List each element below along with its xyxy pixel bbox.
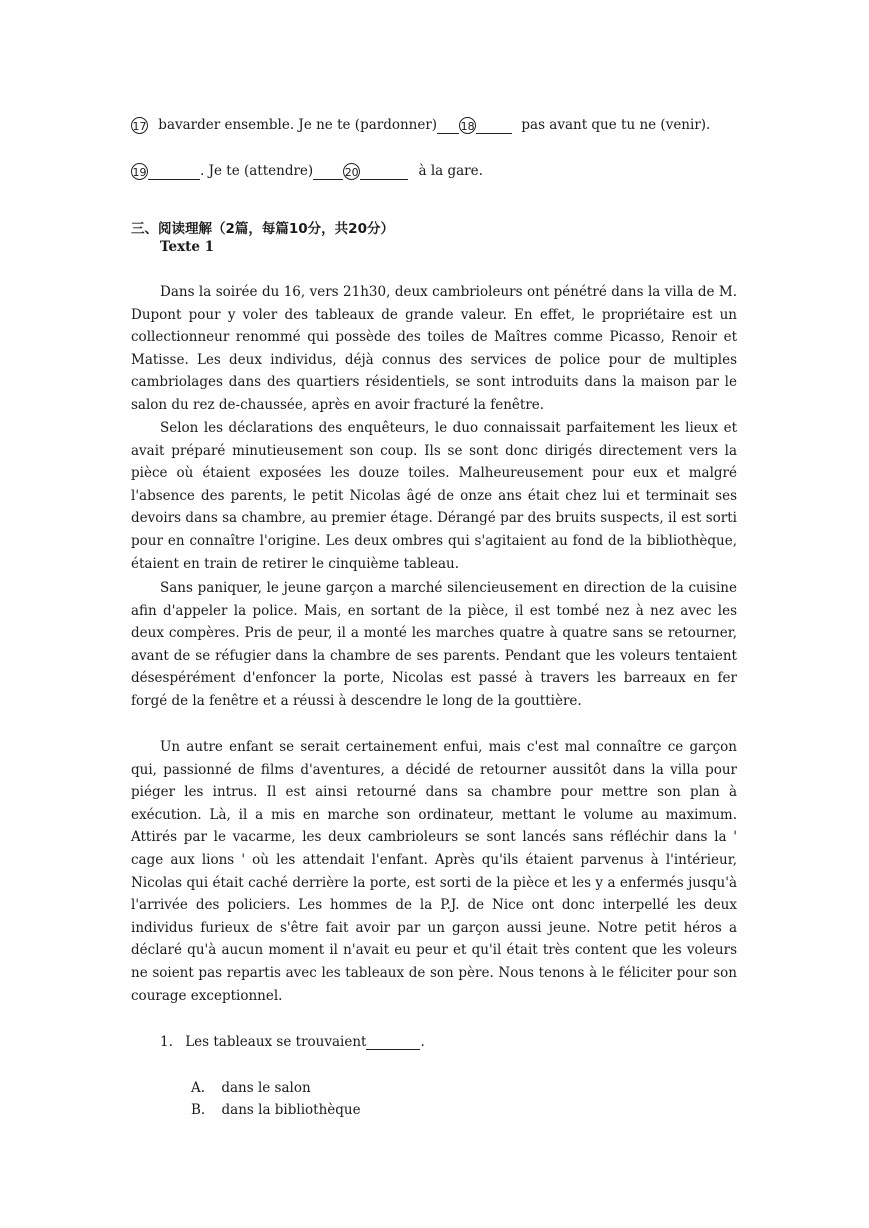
answer-blank[interactable]: [366, 1035, 420, 1050]
answer-blank[interactable]: [437, 119, 459, 134]
section-title: 三、阅读理解（2篇，每篇10分，共20分）: [131, 221, 394, 237]
fill-in-text: . Je te (attendre): [200, 163, 314, 179]
blank-number-18: 18: [459, 117, 476, 134]
question-number: 1.: [160, 1034, 173, 1050]
paragraph-1: Dans la soirée du 16, vers 21h30, deux cambrioleurs ont pénétré dans la villa de M. Dupont pour y voler des tableaux de grande valeur. En effet, le propriétaire est un collectionneur renommé qui possède des toiles de Maîtres comme Picasso, Renoir et Matisse. Les deux individus, déjà connus des services de police pour de multiples cambriolages dans des quartiers résidentiels, se sont introduits dans la maison par le salon du rez de-chaussée, après en avoir fracturé la fenêtre.: [131, 284, 737, 413]
paragraph-3: Sans paniquer, le jeune garçon a marché silencieusement en direction de la cuisine afin d'appeler la police. Mais, en sortant de la pièce, il est tombé nez à nez avec les deux compères. Pris de peur, il a monté les marches quatre à quatre sans se retourner, avant de se réfugier dans la chambre de ses parents. Pendant que les voleurs tentaient désespérément d'enfoncer la porte, Nicolas est passé à travers les barreaux en fer forgé de la fenêtre et a réussi à descendre le long de la gouttière.: [131, 580, 737, 709]
fill-in-line-2: [131, 163, 483, 180]
question-stem: Les tableaux se trouvaient: [185, 1034, 367, 1050]
question-1: [160, 1034, 425, 1050]
fill-in-line-1: [131, 117, 710, 134]
option-text: dans le salon: [221, 1080, 311, 1096]
answer-blank[interactable]: [476, 119, 512, 134]
answer-blank[interactable]: [148, 165, 200, 180]
texte-title: Texte 1: [160, 239, 215, 255]
option-a[interactable]: [191, 1080, 311, 1096]
fill-in-punct: .: [706, 117, 711, 133]
option-b[interactable]: [191, 1102, 361, 1118]
option-letter: A.: [191, 1080, 206, 1096]
fill-in-text: bavarder ensemble. Je ne te (pardonner): [158, 117, 438, 133]
paragraph-4: Un autre enfant se serait certainement enfui, mais c'est mal connaître ce garçon qui, passionné de films d'aventures, a décidé de retourner aussitôt dans la villa pour piéger les intrus. Il est ainsi retourné dans sa chambre pour mettre son plan à exécution. Là, il a mis en marche son ordinateur, mettant le volume au maximum. Attirés par le vacarme, les deux cambrioleurs se sont lancés sans réfléchir dans la ' cage aux lions ' où les attendait l'enfant. Après qu'ils étaient parvenus à l'intérieur, Nicolas qui était caché derrière la porte, est sorti de la pièce et les y a enfermés jusqu'à l'arrivée des policiers. Les hommes de la P.J. de Nice ont donc interpellé les deux individus furieux de s'être fait avoir par un garçon aussi jeune. Notre petit héros a déclaré qu'à aucun moment il n'avait eu peur et qu'il était très content que les voleurs ne soient pas repartis avec les tableaux de son père. Nous tenons à le féliciter pour son courage exceptionnel.: [131, 739, 737, 1004]
answer-blank[interactable]: [360, 165, 408, 180]
fill-in-text: à la gare.: [418, 163, 483, 179]
blank-number-20: 20: [343, 163, 360, 180]
option-text: dans la bibliothèque: [221, 1102, 361, 1118]
answer-blank[interactable]: [313, 165, 343, 180]
question-punct: .: [420, 1034, 425, 1050]
option-letter: B.: [191, 1102, 206, 1118]
blank-number-19: 19: [131, 163, 148, 180]
blank-number-17: 17: [131, 117, 148, 134]
paragraph-2: Selon les déclarations des enquêteurs, le duo connaissait parfaitement les lieux et avait préparé minutieusement son coup. Ils se sont donc dirigés directement vers la pièce où étaient exposées les douze toiles. Malheureusement pour eux et malgré l'absence des parents, le petit Nicolas âgé de onze ans était chez lui et terminait ses devoirs dans sa chambre, au premier étage. Dérangé par des bruits suspects, il est sorti pour en connaître l'origine. Les deux ombres qui s'agitaient au fond de la bibliothèque, étaient en train de retirer le cinquième tableau.: [131, 420, 737, 572]
fill-in-text: pas avant que tu ne (venir): [521, 117, 707, 133]
